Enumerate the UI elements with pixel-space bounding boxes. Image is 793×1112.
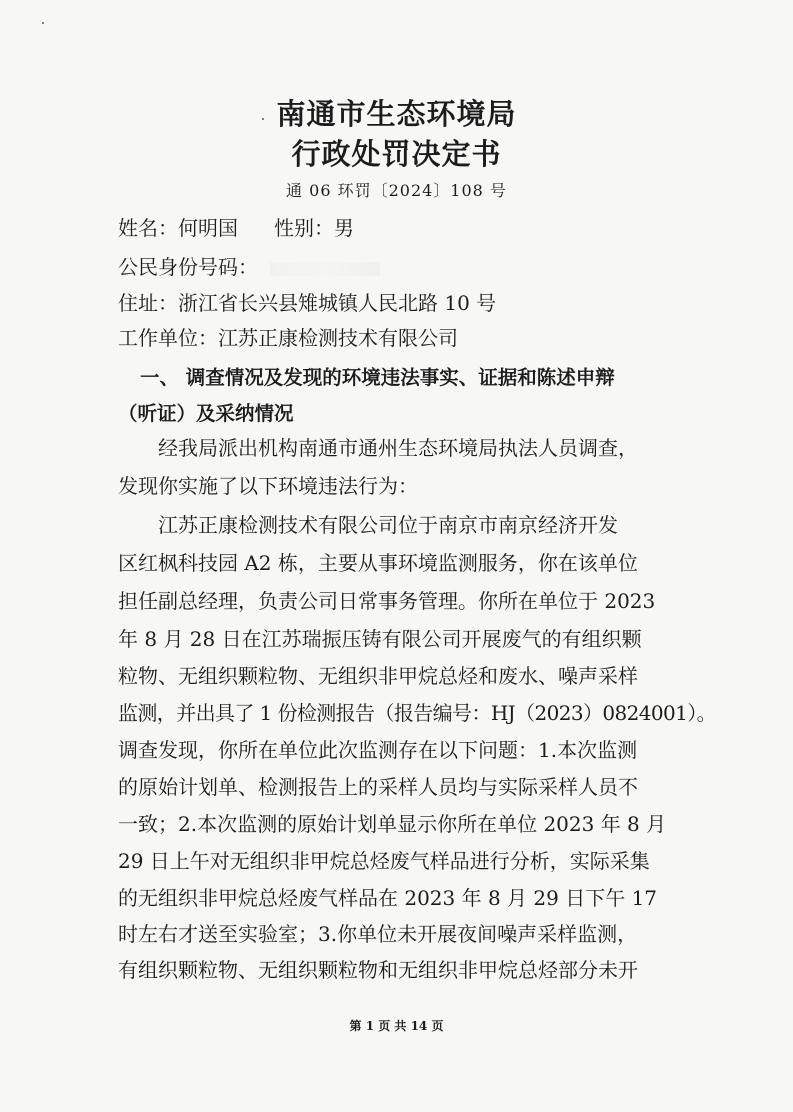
issuer-title: 南通市生态环境局 — [276, 97, 517, 131]
party-address: 住址：浙江省长兴县雉城镇人民北路 10 号 — [118, 291, 497, 315]
party-gender: 性别：男 — [274, 216, 354, 240]
body-line: 区红枫科技园 A2 栋，主要从事环境监测服务，你在该单位 — [118, 551, 638, 575]
section-heading-line2: （听证）及采纳情况 — [118, 402, 294, 425]
party-name: 姓名：何明国 — [118, 216, 238, 240]
party-name-gender-row — [118, 212, 354, 241]
body-line: 的原始计划单、检测报告上的采样人员均与实际采样人员不 — [118, 775, 638, 799]
party-id-label: 公民身份号码： — [118, 255, 258, 279]
body-line: 担任副总经理，负责公司日常事务管理。你所在单位于 2023 — [118, 589, 656, 613]
body-line: 经我局派出机构南通市通州生态环境局执法人员调查， — [118, 436, 638, 460]
body-line: 监测，并出具了 1 份检测报告（报告编号：HJ（2023）0824001）。 — [118, 701, 717, 725]
body-line: 的无组织非甲烷总烃废气样品在 2023 年 8 月 29 日下午 17 — [118, 886, 658, 910]
page-footer: 第 1 页 共 14 页 — [349, 1019, 444, 1033]
body-line: 粒物、无组织颗粒物、无组织非甲烷总烃和废水、噪声采样 — [118, 664, 638, 688]
body-line: 江苏正康检测技术有限公司位于南京市南京经济开发 — [118, 513, 618, 537]
party-workplace: 工作单位：江苏正康检测技术有限公司 — [118, 326, 458, 350]
body-line: 发现你实施了以下环境违法行为： — [118, 474, 418, 498]
scan-speck — [42, 22, 44, 24]
body-line: 一致；2.本次监测的原始计划单显示你所在单位 2023 年 8 月 — [118, 812, 667, 836]
body-line: 有组织颗粒物、无组织颗粒物和无组织非甲烷总烃部分未开 — [118, 958, 638, 982]
section-heading-line1: 一、 调查情况及发现的环境违法事实、证据和陈述申辩 — [140, 366, 615, 389]
party-id-row — [118, 251, 380, 280]
document-number: 通 06 环罚〔2024〕108 号 — [286, 181, 507, 200]
body-line: 年 8 月 28 日在江苏瑞振压铸有限公司开展废气的有组织颗 — [118, 627, 642, 651]
body-line: 时左右才送至实验室；3.你单位未开展夜间噪声采样监测， — [118, 922, 638, 946]
body-line: 29 日上午对无组织非甲烷总烃废气样品进行分析，实际采集 — [118, 849, 650, 873]
document-title: 行政处罚决定书 — [291, 137, 502, 171]
body-line: 调查发现，你所在单位此次监测存在以下问题：1.本次监测 — [118, 738, 638, 762]
redacted-id-block — [270, 262, 380, 276]
